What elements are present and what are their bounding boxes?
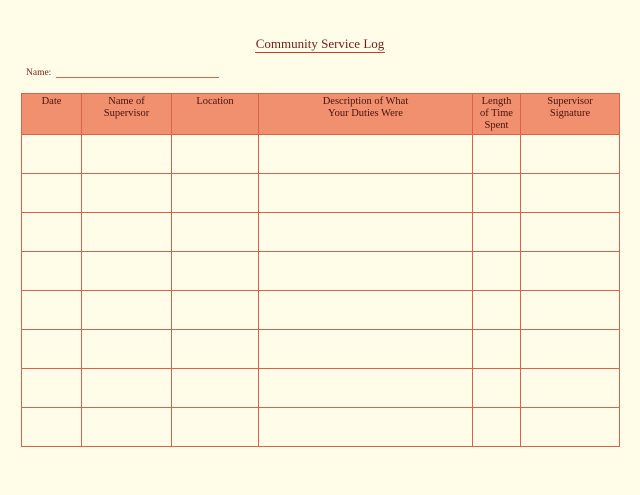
- cell-location[interactable]: [172, 369, 259, 408]
- cell-location[interactable]: [172, 135, 259, 174]
- cell-time-spent[interactable]: [473, 369, 521, 408]
- column-header-date: Date: [22, 94, 82, 135]
- cell-supervisor-name[interactable]: [82, 213, 172, 252]
- cell-duties-description[interactable]: [259, 252, 473, 291]
- table-row: [22, 174, 620, 213]
- cell-supervisor-name[interactable]: [82, 369, 172, 408]
- cell-supervisor-signature[interactable]: [521, 174, 620, 213]
- table-header-row: [22, 94, 620, 135]
- form-title: [0, 36, 640, 52]
- cell-duties-description[interactable]: [259, 408, 473, 447]
- table-row: [22, 330, 620, 369]
- cell-location[interactable]: [172, 174, 259, 213]
- cell-date[interactable]: [22, 330, 82, 369]
- cell-supervisor-signature[interactable]: [521, 330, 620, 369]
- table-body: [22, 135, 620, 447]
- cell-date[interactable]: [22, 408, 82, 447]
- cell-location[interactable]: [172, 291, 259, 330]
- service-log-table: [21, 93, 620, 447]
- cell-time-spent[interactable]: [473, 174, 521, 213]
- cell-time-spent[interactable]: [473, 213, 521, 252]
- cell-duties-description[interactable]: [259, 291, 473, 330]
- column-header-location: Location: [172, 94, 259, 135]
- cell-supervisor-signature[interactable]: [521, 369, 620, 408]
- column-header-time-spent: Length of Time Spent: [473, 94, 521, 135]
- column-header-supervisor-name: Name of Supervisor: [82, 94, 172, 135]
- cell-supervisor-name[interactable]: [82, 135, 172, 174]
- column-header-supervisor-signature: Supervisor Signature: [521, 94, 620, 135]
- cell-date[interactable]: [22, 213, 82, 252]
- cell-supervisor-name[interactable]: [82, 291, 172, 330]
- name-label: Name:: [26, 68, 52, 78]
- cell-date[interactable]: [22, 135, 82, 174]
- cell-location[interactable]: [172, 408, 259, 447]
- cell-supervisor-name[interactable]: [82, 174, 172, 213]
- cell-supervisor-signature[interactable]: [521, 135, 620, 174]
- cell-supervisor-name[interactable]: [82, 330, 172, 369]
- form-title-text: Community Service Log: [255, 36, 385, 51]
- cell-duties-description[interactable]: [259, 174, 473, 213]
- cell-duties-description[interactable]: [259, 213, 473, 252]
- cell-supervisor-signature[interactable]: [521, 291, 620, 330]
- cell-date[interactable]: [22, 291, 82, 330]
- cell-time-spent[interactable]: [473, 291, 521, 330]
- cell-supervisor-name[interactable]: [82, 252, 172, 291]
- cell-time-spent[interactable]: [473, 252, 521, 291]
- cell-duties-description[interactable]: [259, 330, 473, 369]
- cell-duties-description[interactable]: [259, 369, 473, 408]
- name-input-line[interactable]: [56, 68, 219, 78]
- table-row: [22, 369, 620, 408]
- cell-supervisor-signature[interactable]: [521, 213, 620, 252]
- table-row: [22, 213, 620, 252]
- column-header-duties-description: Description of What Your Duties Were: [259, 94, 473, 135]
- name-field-row: [26, 68, 219, 78]
- cell-date[interactable]: [22, 369, 82, 408]
- table-row: [22, 135, 620, 174]
- cell-supervisor-signature[interactable]: [521, 252, 620, 291]
- table-row: [22, 408, 620, 447]
- table-row: [22, 291, 620, 330]
- cell-supervisor-signature[interactable]: [521, 408, 620, 447]
- cell-supervisor-name[interactable]: [82, 408, 172, 447]
- cell-time-spent[interactable]: [473, 135, 521, 174]
- cell-date[interactable]: [22, 252, 82, 291]
- cell-time-spent[interactable]: [473, 330, 521, 369]
- cell-location[interactable]: [172, 213, 259, 252]
- cell-date[interactable]: [22, 174, 82, 213]
- cell-duties-description[interactable]: [259, 135, 473, 174]
- table-row: [22, 252, 620, 291]
- cell-location[interactable]: [172, 330, 259, 369]
- cell-time-spent[interactable]: [473, 408, 521, 447]
- cell-location[interactable]: [172, 252, 259, 291]
